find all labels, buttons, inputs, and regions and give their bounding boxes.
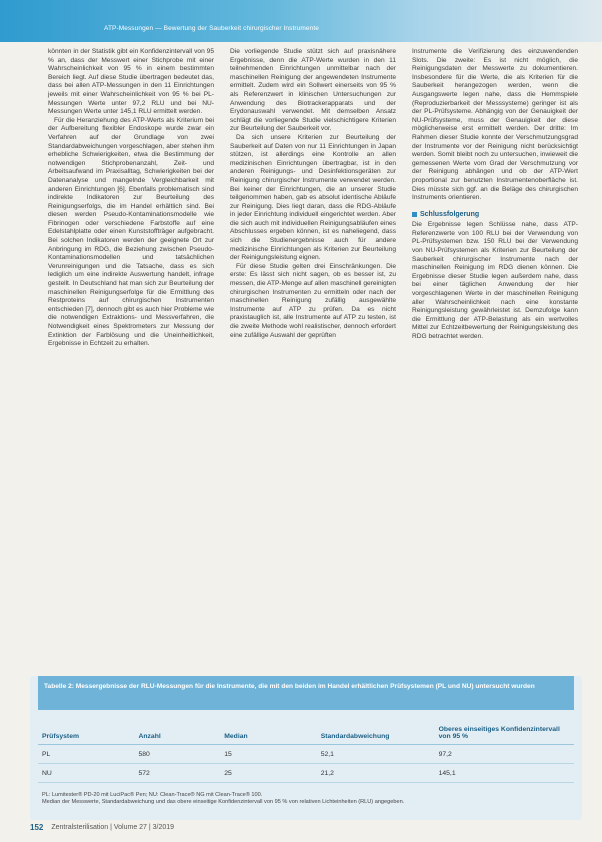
table-cell: 52,1 [317,745,435,764]
running-header: ATP-Messungen — Bewertung der Sauberkeit chirurgischer Instrumente [104,25,319,32]
text-column-2 [230,48,396,634]
column-header: Standardabweichung [317,712,435,745]
text-column-1 [48,48,214,680]
table-cell: 97,2 [435,745,574,764]
paragraph: Da sich unsere Kriterien zur Beurteilung der Sauberkeit auf Daten von nur 11 Einrichtungen in Japan stützen, ist allerdings eine Kontrolle an allen medizinischen Einrichtungen übertragbar, ist in den anderen Reinigungs- und Desinfektionsgeräten zur Reinigung chirurgischer Instrumente verwendet werden. Bei keiner der Einrichtungen, die an unserer Studie teilgenommen haben, gab es absolut identische Abläufe zur Reinigung. Dies liegt daran, dass die RDG-Abläufe in jeder Einrichtung individuell eingerichtet werden. Aber die sich auch mit individuellen Reinigungsabläufen eines Abschlusses ergeben können, ist es naheliegend, dass sich die Studienergebnisse auch für andere medizinische Einrichtungen als Kriterien zur Beurteilung der Reinigungsleistung eignen. [230,133,396,262]
paragraph: Für die Heranziehung des ATP-Werts als Kriterium bei der Aufbereitung flexibler Endoskope wurde zwar ein Verfahren auf der Grundlage von zwei Standardabweichungen vorgeschlagen, aber stehen ihm erhebliche Schwierigkeiten, etwa die Bestimmung der notwendigen Stichprobenanzahl, Zeit- und Arbeitsaufwand im Praxisalltag, Schwierigkeiten bei der Datenanalyse und mangelnde Vergleichbarkeit mit anderen Einrichtungen [6]. Ebenfalls problematisch sind indirekte Indikatoren zur Beurteilung des Reinigungserfolgs, die im Handel erhältlich sind. Bei diesen werden Pseudo-Kontaminationsmodelle wie Fibrinogen oder verschiedene Farbstoffe auf eine Edelstahlplatte oder einen Kunststoffträger aufgebracht. Bei solchen Indikatoren werden der geeignete Ort zur Anbringung im RDG, die Beziehung zwischen Pseudo-Kontaminationsmodellen und tatsächlichen Verunreinigungen und die Tatsache, dass es sich lediglich um eine indirekte Auswertung handelt, infrage gestellt. In Deutschland hat man sich zur Beurteilung der maschinellen Reinigungserfolge für die Ermittlung des Restproteins auf chirurgischen Instrumenten entschieden [7], dennoch gibt es auch hier Probleme wie die notwendigen Extraktions- und Messverfahren, die Notwendigkeit eines Spektrometers zur Messung der Extinktion der Farblösung und die Uneinheitlichkeit, Ergebnisse in Echtzeit zu erhalten. [48,116,214,348]
paragraph: könnten in der Statistik gibt ein Konfidenzintervall von 95 % an, dass der Messwert einer Stichprobe mit einer Wahrscheinlichkeit von 95 % in einem bestimmten Bereich liegt. Auf diese Studie übertragen bedeutet das, dass bei allen ATP-Messungen in den 11 Einrichtungen jeweils mit einer Wahrscheinlichkeit von 95 % bei PL-Messungen Werte unter 97,2 RLU und bei NU-Messungen Werte unter 145,1 RLU ermittelt werden. [48,48,214,116]
page-number: 152 [30,822,44,832]
paragraph: Die vorliegende Studie stützt sich auf praxisnähere Ergebnisse, denn die ATP-Werte wurden in den 11 teilnehmenden Einrichtungen unmittelbar nach der maschinellen Reinigung der angewendeten Instrumente ermittelt. Zudem wird ein Sollwert einerseits von 95 % als Referenzwert in klinischen Untersuchungen zur Anwendung des Biotrackerapparats und der Erydonauswahl verwendet. Mit demselben Ansatz schlägt die vorliegende Studie vielschichtigere Kriterien zur Beurteilung der Sauberkeit vor. [230,48,396,133]
table-cell: 25 [220,764,316,783]
table-cell: 580 [134,745,220,764]
table-note: Median der Messwerte, Standardabweichung und das obere einseitige Konfidenzintervall von 95 % von relativen Lichteinheiten (RLU) angegeben. [42,799,405,806]
section-heading-text: Schlussfolgerung [420,210,480,218]
results-table [38,712,574,783]
column-header: Prüfsystem [38,712,134,745]
table-notes [42,792,572,807]
column-header: Median [220,712,316,745]
table-cell: 15 [220,745,316,764]
table-cell: 572 [134,764,220,783]
table-cell: 21,2 [317,764,435,783]
paragraph: Für diese Studie gelten drei Einschränkungen. Die erste: Es lässt sich nicht sagen, ob es besser ist, zu messen, die ATP-Menge auf allen maschinell gereinigten chirurgischen Instrumenten zu ermitteln oder nach der maschinellen Reinigung zufällig ausgewählte Instrumente auf ATP zu prüfen. Da es nicht praxistauglich ist, alle Instrumente auf ATP zu testen, ist die zweite Methode wohl realistischer, dennoch erfordert eine zufällige Auswahl der geprüften [230,262,396,339]
page-header-banner [0,0,602,42]
paragraph: Instrumente die Verifizierung des einzuwendenden Slots. Die zweite: Es ist nicht möglich, die Reinigungsdaten der Messwerte zu dokumentieren. Insbesondere für die Werte, die als Kriterien für die Sauberkeit herangezogen werden, wenn die Ausgangswerte legen nahe, dass die Hemmspiele (Reproduzierbarkeit der Messsysteme) geringer ist als der PL-Prüfsysteme. Abhängig von der Genauigkeit der NU-Prüfsysteme, muss der Genauigkeit der diese möglicherweise erst ermittelt werden. Der dritte: Im Rahmen dieser Studie konnte der Verschmutzungsgrad der Instrumente vor der Reinigung nicht berücksichtigt werden. Somit bleibt noch zu untersuchen, inwieweit die gemessenen Werte vom Grad der Verschmutzung vor der Reinigung abhängen und ob der ATP-Wert proportional zur benutzten Instrumentenoberfläche ist. Dies müsste sich ggf. an die Beläge des chirurgischen Instruments orientieren. [412,48,578,202]
table-caption: Tabelle 2: Messergebnisse der RLU-Messungen für die Instrumente, die mit den beiden im Handel erhältlichen Prüfsystemen (PL und NU) untersucht wurden [38,676,574,710]
results-table-box [30,676,582,820]
column-header: Anzahl [134,712,220,745]
table-header-row [38,712,574,745]
square-bullet-icon [412,212,417,217]
column-header: Oberes einseitiges Konfidenzintervall von 95 % [435,712,574,745]
table-note: PL: Lumitester® PD-20 mit LuciPac® Pen; NU: Clean-Trace® NG mit Clean-Trace® 100. [42,792,263,798]
journal-citation: Zentralsterilisation | Volume 27 | 3/2019 [51,823,175,831]
section-heading [412,211,578,220]
text-column-3 [412,48,578,634]
paragraph: Die Ergebnisse legen Schlüsse nahe, dass ATP-Referenzwerte von 100 RLU bei der Verwendung von PL-Prüfsystemen bzw. 150 RLU bei der Verwendung von NU-Prüfsystemen als Kriterien zur Beurteilung der Sauberkeit chirurgischer Instrumente nach der maschinellen Reinigung im RDG dienen können. Die Ergebnisse dieser Studie legen außerdem nahe, dass bei einer täglichen Anwendung der hier vorgeschlagenen Werte in der maschinellen Reinigung aller Wahrscheinlichkeit nach eine konstante Reinigungsleistung gewährleistet ist. Demzufolge kann die Ermittlung der ATP-Belastung als ein wertvolles Mittel zur Echtzeitbewertung der Reinigungsleistung des RDG betrachtet werden. [412,221,578,340]
table-row [38,745,574,764]
table-row [38,764,574,783]
page-footer [30,820,582,834]
table-cell: PL [38,745,134,764]
table-cell: NU [38,764,134,783]
table-cell: 145,1 [435,764,574,783]
